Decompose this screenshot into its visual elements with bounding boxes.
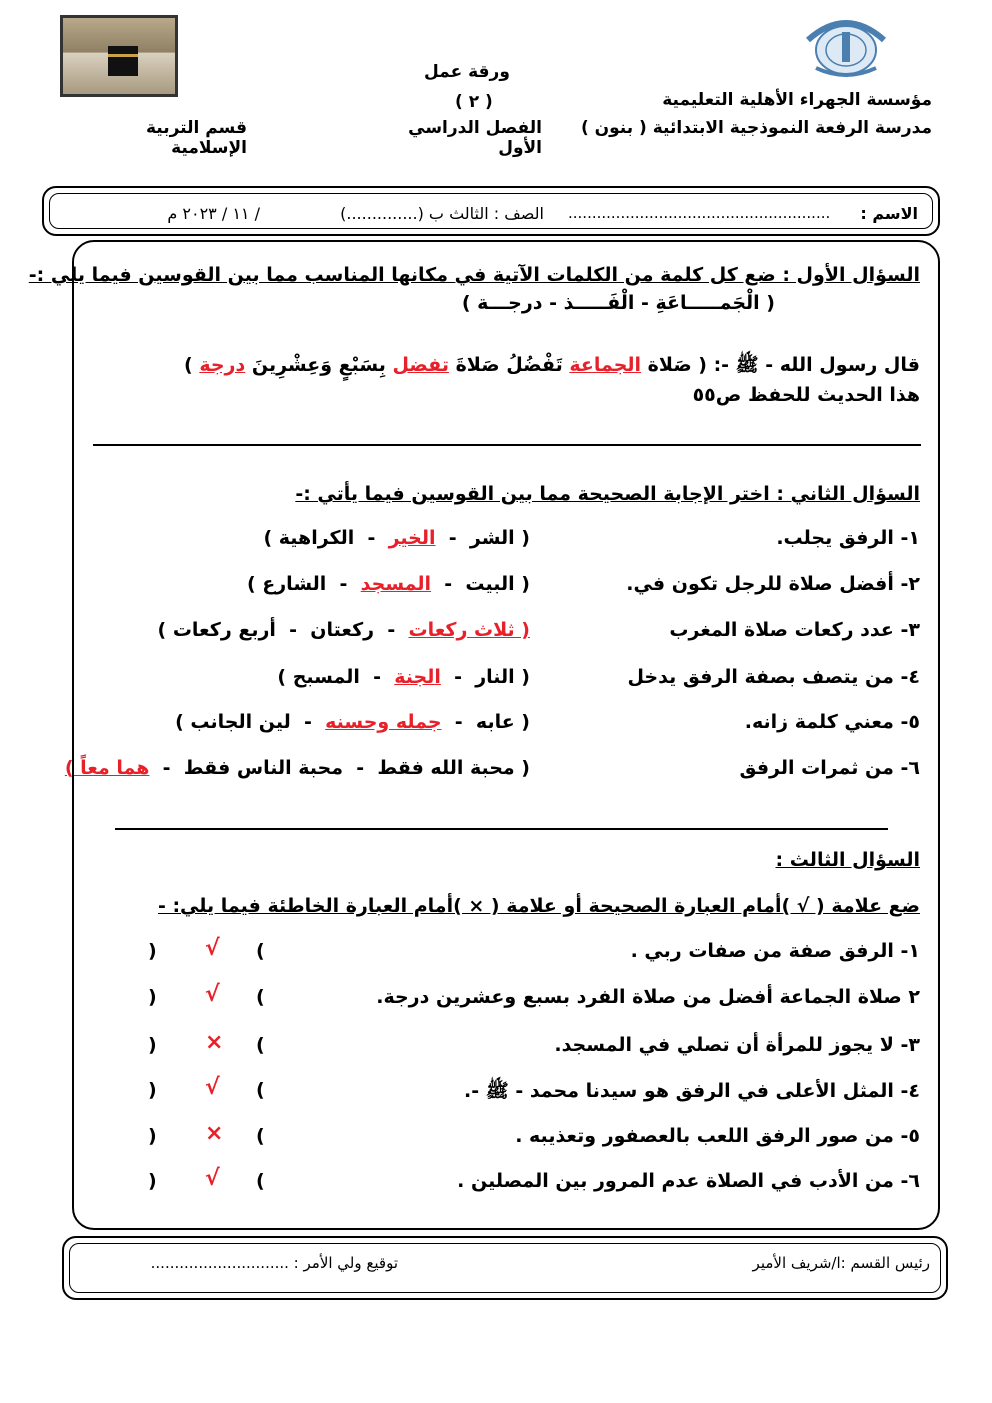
- q2-options: ( البيت - المسجد - الشارع ): [246, 573, 530, 595]
- q2-options: ( الشر - الخير - الكراهية ): [263, 527, 530, 549]
- divider: [93, 444, 921, 446]
- paren: ): [148, 1170, 157, 1192]
- q2-option[interactable]: ركعتان: [310, 619, 375, 641]
- q3-answer-mark[interactable]: √: [205, 1166, 220, 1191]
- q2-option[interactable]: ( النار: [475, 666, 530, 688]
- q3-answer-mark[interactable]: ×: [205, 1121, 224, 1146]
- semester: الفصل الدراسي الأول: [408, 118, 542, 158]
- q2-option[interactable]: ( ثلاث ركعات: [408, 619, 530, 641]
- q2-option[interactable]: هما معاً ): [64, 757, 150, 779]
- q3-title: السؤال الثالث :: [775, 849, 920, 871]
- q2-option[interactable]: لين الجانب ): [175, 711, 291, 733]
- q1-note: هذا الحديث للحفظ ص٥٥: [692, 384, 920, 406]
- q2-options: ( عابه - جمله وحسنه - لين الجانب ): [175, 711, 530, 733]
- q3-answer-mark[interactable]: √: [205, 1075, 220, 1100]
- paren: (: [256, 986, 265, 1008]
- q2-question: ٤- من يتصف بصفة الرفق يدخل: [627, 666, 920, 688]
- answer-jamaah: الجماعة: [569, 354, 642, 376]
- paren: (: [256, 1034, 265, 1056]
- q2-question: ٦- من ثمرات الرفق: [739, 757, 920, 779]
- date-field: / ١١ / ٢٠٢٣ م: [167, 204, 260, 223]
- q2-option[interactable]: الخير: [388, 527, 436, 549]
- q2-question: ١- الرفق يجلب.: [776, 527, 920, 549]
- paren: ): [148, 940, 157, 962]
- department: قسم التربية الإسلامية: [145, 118, 247, 158]
- department-head: رئيس القسم :ا/شريف الأمير: [752, 1254, 930, 1272]
- org-name: مؤسسة الجهراء الأهلية التعليمية: [662, 90, 932, 110]
- school-logo: [800, 10, 892, 80]
- q3-statement: ٥- من صور الرفق اللعب بالعصفور وتعذيبه .: [515, 1125, 920, 1147]
- q3-statement: ١- الرفق صفة من صفات ربي .: [630, 940, 920, 962]
- worksheet-number: ( ٢ ): [455, 92, 493, 112]
- paren: (: [256, 940, 265, 962]
- q2-option[interactable]: الكراهية ): [263, 527, 355, 549]
- class-field[interactable]: الصف : الثالث ب (..............): [340, 204, 544, 223]
- q2-option[interactable]: ( محبة الله فقط: [377, 757, 530, 779]
- paren: (: [256, 1125, 265, 1147]
- q3-statement: ٣- لا يجوز للمرأة أن تصلي في المسجد.: [554, 1034, 920, 1056]
- kaaba-image: [60, 15, 178, 97]
- q3-answer-mark[interactable]: √: [205, 982, 220, 1007]
- q2-options: ( ثلاث ركعات - ركعتان - أربع ركعات ): [157, 619, 530, 641]
- q1-hadith: قال رسول الله - ﷺ -: ( صَلاة الجماعة تَفْضُلُ صَلاةَ تفضل بِسَبْعٍ وَعِشْرِينَ درجة ): [184, 354, 920, 376]
- paren: (: [256, 1170, 265, 1192]
- q2-option[interactable]: الجنة: [394, 666, 441, 688]
- name-label: الاسم :: [860, 204, 918, 223]
- q2-option[interactable]: جمله وحسنه: [325, 711, 442, 733]
- q3-statement: ٦- من الأدب في الصلاة عدم المرور بين المصلين .: [457, 1170, 920, 1192]
- q2-question: ٢- أفضل صلاة للرجل تكون في.: [626, 573, 920, 595]
- q1-word-bank: ( الْجَمـــــاعَةِ - الْفَـــــذ - درجـــة ): [461, 292, 775, 314]
- q2-options: ( محبة الله فقط - محبة الناس فقط - هما معاً ): [64, 757, 530, 779]
- paren: ): [148, 1034, 157, 1056]
- q2-option[interactable]: أربع ركعات ): [157, 619, 276, 641]
- paren: ): [148, 1079, 157, 1101]
- answer-darajah: درجة: [199, 354, 246, 376]
- paren: ): [148, 986, 157, 1008]
- q2-option[interactable]: المسبح ): [277, 666, 360, 688]
- q2-option[interactable]: ( عابه: [475, 711, 530, 733]
- q3-instruction: ضع علامة ( √ )أمام العبارة الصحيحة أو علامة ( × )أمام العبارة الخاطئة فيما يلي: -: [157, 895, 920, 917]
- q2-option[interactable]: ( البيت: [465, 573, 530, 595]
- paren: ): [148, 1125, 157, 1147]
- q2-option[interactable]: ( الشر: [469, 527, 530, 549]
- q3-statement: ٤- المثل الأعلى في الرفق هو سيدنا محمد - ﷺ -.: [464, 1080, 920, 1102]
- q2-question: ٣- عدد ركعات صلاة المغرب: [669, 619, 920, 641]
- school-name: مدرسة الرفعة النموذجية الابتدائية ( بنون ): [580, 118, 932, 138]
- q1-title: السؤال الأول : ضع كل كلمة من الكلمات الآتية في مكانها المناسب مما بين القوسين فيما يلي :-: [28, 264, 920, 286]
- answer-tafdul: تفضل: [392, 354, 449, 376]
- q2-options: ( النار - الجنة - المسبح ): [277, 666, 530, 688]
- q3-answer-mark[interactable]: √: [205, 936, 220, 961]
- guardian-signature[interactable]: توقيع ولي الأمر : .............................: [150, 1254, 398, 1272]
- q2-question: ٥- معني كلمة زانه.: [744, 711, 920, 733]
- q2-option[interactable]: محبة الناس فقط: [183, 757, 343, 779]
- paren: (: [256, 1079, 265, 1101]
- q2-option[interactable]: المسجد: [360, 573, 432, 595]
- name-field[interactable]: .......................................................: [568, 204, 831, 222]
- q3-answer-mark[interactable]: ×: [205, 1030, 224, 1055]
- divider: [115, 828, 888, 830]
- q3-statement: ٢ صلاة الجماعة أفضل من صلاة الفرد بسبع وعشرين درجة.: [376, 986, 920, 1008]
- q2-title: السؤال الثاني : اختر الإجابة الصحيحة مما بين القوسين فيما يأتي :-: [295, 483, 920, 505]
- worksheet-title: ورقة عمل: [424, 62, 510, 82]
- q2-option[interactable]: الشارع ): [246, 573, 327, 595]
